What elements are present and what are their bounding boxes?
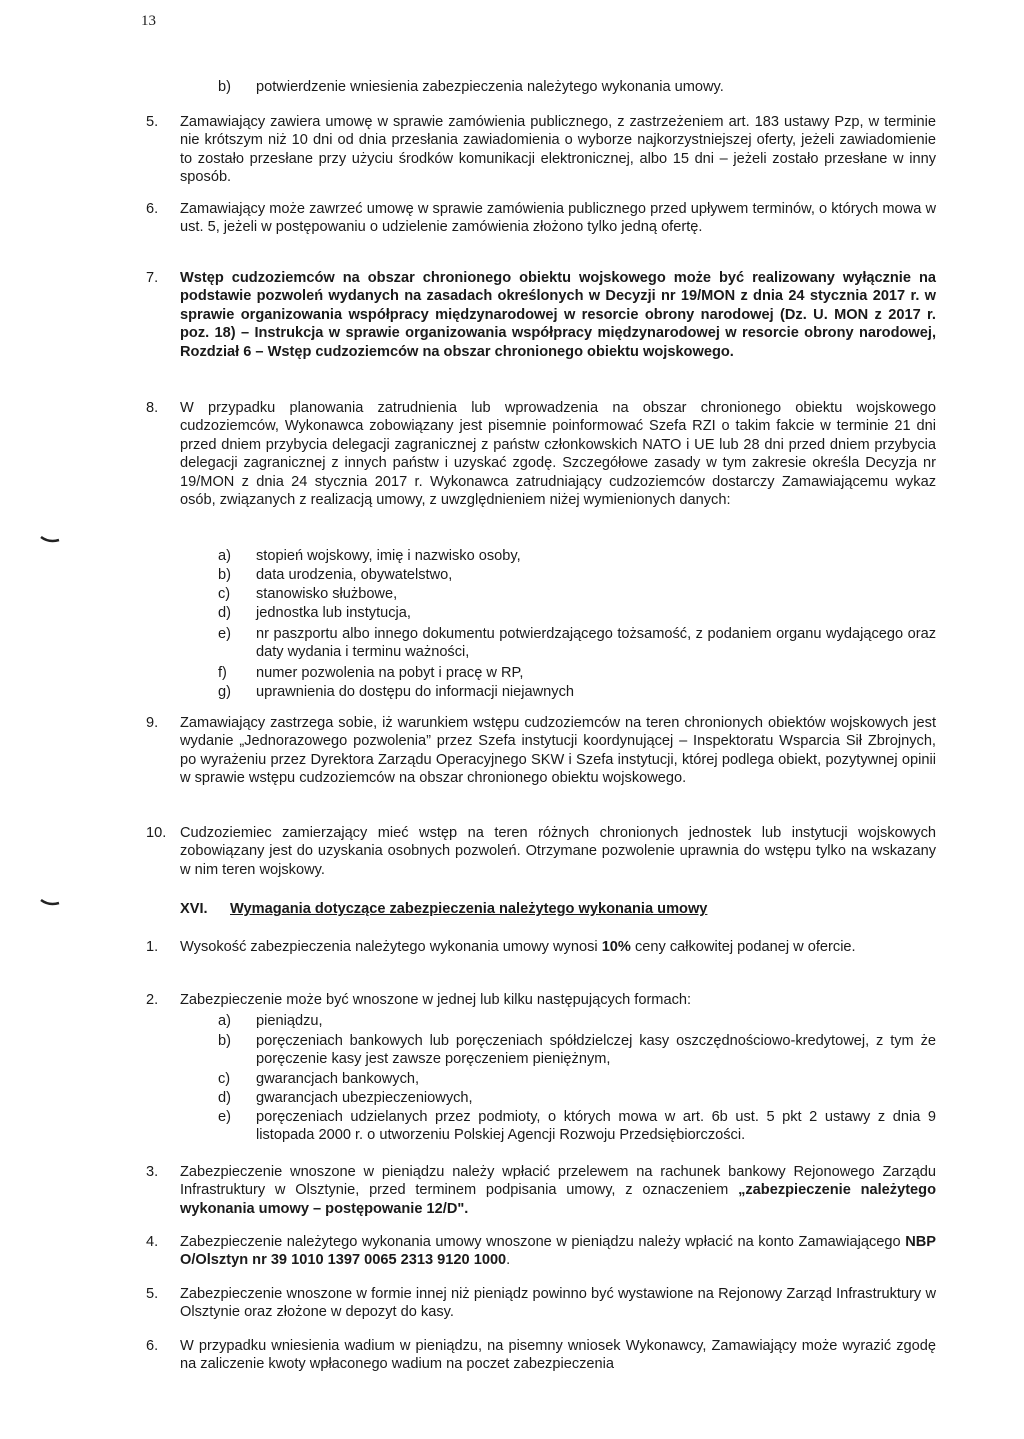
list-letter: a): [218, 548, 231, 564]
list-text: nr paszportu albo innego dokumentu potwierdzającego tożsamość, z podaniem organu wydającego oraz daty wydania i terminu ważności,: [256, 626, 936, 661]
list-letter: c): [218, 586, 231, 602]
list-letter: b): [218, 1033, 231, 1049]
item-text: Zamawiający może zawrzeć umowę w sprawie zamówienia publicznego przed upływem terminów, o których mowa w ust. 5, jeżeli w postępowaniu o udzielenie zamówienia złożono tylko jedną ofertę.: [180, 201, 936, 236]
item-text: W przypadku wniesienia wadium w pieniądzu, na pisemny wniosek Wykonawcy, Zamawiający może wyrazić zgodę na zaliczenie kwoty wpłaconego wadium na poczet zabezpieczenia: [180, 1338, 936, 1373]
bold-text-run: „zabezpieczenie należytego wykonania umowy – postępowanie 12/D".: [180, 1182, 937, 1217]
item-number: 6.: [146, 201, 159, 217]
text-run: ceny całkowitej podanej w ofercie.: [630, 939, 856, 955]
item-number: 4.: [146, 1234, 159, 1250]
item-text: [180, 938, 936, 956]
list-letter: g): [218, 684, 231, 700]
list-letter: e): [218, 626, 231, 642]
list-text: gwarancjach bankowych,: [256, 1071, 420, 1087]
margin-mark-icon: [40, 535, 60, 543]
item-text: Zabezpieczenie może być wnoszone w jednej lub kilku następujących formach:: [180, 992, 692, 1008]
list-text: uprawnienia do dostępu do informacji niejawnych: [256, 684, 575, 700]
list-letter: d): [218, 605, 231, 621]
item-text: Zamawiający zastrzega sobie, iż warunkiem wstępu cudzoziemców na teren chronionych obiektów wojskowych jest wydanie „Jednorazowego pozwolenia” przez Szefa instytucji koordynującej – Inspektoratu Wsparcia Sił Zbrojnych, po wyrażeniu przez Dyrektora Zarządu Operacyjnego SKW i Szefa instytucji, której podlega obiekt, pozytywnej opinii w sprawie wstępu cudzoziemców na obszar chronionego obiektu wojskowego.: [180, 715, 936, 787]
item-text: Zamawiający zawiera umowę w sprawie zamówienia publicznego, z zastrzeżeniem art. 183 ustawy Pzp, w terminie nie krótszym niż 10 dni od dnia przesłania zawiadomienia o wyborze najkorzystniejszej oferty, jeżeli zawiadomienie to zostało przesłane przy użyciu środków komunikacji elektronicznej, albo 15 dni – jeżeli zostało przesłane w inny sposób.: [180, 114, 936, 186]
item-number: 5.: [146, 114, 159, 130]
list-text: data urodzenia, obywatelstwo,: [256, 567, 453, 583]
list-text: pieniądzu,: [256, 1013, 323, 1029]
item-text: Cudzoziemiec zamierzający mieć wstęp na teren różnych chronionych jednostek lub instytucji wojskowych zobowiązany jest do uzyskania osobnych pozwoleń. Otrzymane pozwolenie uprawnia do wstępu tylko na wskazany w nim teren wojskowy.: [180, 825, 936, 878]
list-text: gwarancjach ubezpieczeniowych,: [256, 1090, 473, 1106]
text-run: .: [506, 1252, 511, 1269]
item-text: Zabezpieczenie wnoszone w formie innej niż pieniądz powinno być wystawione na Rejonowy Zarząd Infrastruktury w Olsztynie oraz złożone w depozyt do kasy.: [180, 1286, 936, 1321]
text-run: Zabezpieczenie wnoszone w pieniądzu należy wpłacić przelewem na rachunek bankowy Rejonowego Zarządu Infrastruktury w Olsztynie, przed terminem podpisania umowy, z oznaczeniem: [180, 1164, 936, 1199]
list-text: potwierdzenie wniesienia zabezpieczenia należytego wykonania umowy.: [256, 79, 724, 95]
page-number: 13: [141, 13, 156, 29]
list-text: jednostka lub instytucja,: [256, 605, 411, 621]
section-number: XVI.: [180, 901, 208, 917]
margin-mark-icon: [40, 898, 60, 906]
list-text: poręczeniach bankowych lub poręczeniach spółdzielczej kasy oszczędnościowo-kredytowej, z tym że poręczenie kasy jest zawsze poręczeniem pieniężnym,: [256, 1033, 936, 1068]
list-letter: f): [218, 665, 227, 681]
item-number: 2.: [146, 992, 159, 1008]
list-letter: e): [218, 1109, 231, 1125]
bold-text-run: 10%: [601, 939, 631, 955]
list-text: stopień wojskowy, imię i nazwisko osoby,: [256, 548, 521, 564]
item-text: [180, 1163, 936, 1218]
list-text: stanowisko służbowe,: [256, 586, 398, 602]
text-run: Zabezpieczenie należytego wykonania umowy wnoszone w pieniądzu należy wpłacić na konto Zamawiającego: [180, 1234, 906, 1250]
item-number: 1.: [146, 939, 159, 955]
item-text: [180, 1233, 936, 1270]
item-number: 3.: [146, 1164, 159, 1180]
item-number: 5.: [146, 1286, 159, 1302]
list-letter: a): [218, 1013, 231, 1029]
item-number: 10.: [146, 825, 167, 841]
section-title: Wymagania dotyczące zabezpieczenia należytego wykonania umowy: [230, 901, 708, 917]
item-text: Wstęp cudzoziemców na obszar chronionego obiektu wojskowego może być realizowany wyłącznie na podstawie pozwoleń wydanych na zasadach określonych w Decyzji nr 19/MON z dnia 24 stycznia 2017 r. w sprawie organizowania współpracy międzynarodowej w resorcie obrony narodowej (Dz. U. MON z 2017 r. poz. 18) – Instrukcja w sprawie organizowania współpracy międzynarodowej w resorcie obrony narodowej, Rozdział 6 – Wstęp cudzoziemców na obszar chronionego obiektu wojskowego.: [180, 270, 936, 360]
item-number: 6.: [146, 1338, 159, 1354]
list-letter: d): [218, 1090, 231, 1106]
text-run: Wysokość zabezpieczenia należytego wykonania umowy wynosi: [180, 939, 602, 955]
list-letter: c): [218, 1071, 231, 1087]
list-text: numer pozwolenia na pobyt i pracę w RP,: [256, 665, 524, 681]
list-text: poręczeniach udzielanych przez podmioty, o których mowa w art. 6b ust. 5 pkt 2 ustawy z dnia 9 listopada 2000 r. o utworzeniu Polskiej Agencji Rozwoju Przedsiębiorczości.: [256, 1109, 936, 1144]
list-letter: b): [218, 567, 231, 583]
item-text: W przypadku planowania zatrudnienia lub wprowadzenia na obszar chronionego obiektu wojskowego cudzoziemców, Wykonawca zobowiązany jest pisemnie poinformować Szefa RZI o takim fakcie w terminie 21 dni przed dniem przybycia delegacji zagranicznej z państw członkowskich NATO i UE lub 28 dni przed dniem przybycia delegacji zagranicznej z innych państw i uzyskać zgodę. Szczegółowe zasady w tym zakresie określa Decyzja nr 19/MON z dnia 24 stycznia 2017 r. Wykonawca zatrudniający cudzoziemców dostarczy Zamawiającemu wykaz osób, związanych z realizacją umowy, z uwzględnieniem niżej wymienionych danych:: [180, 400, 936, 509]
item-number: 8.: [146, 400, 159, 416]
list-letter: b): [218, 79, 231, 95]
bold-text-run: NBP O/Olsztyn nr 39 1010 1397 0065 2313 9120 1000: [180, 1234, 936, 1269]
item-number: 7.: [146, 270, 159, 286]
item-number: 9.: [146, 715, 159, 731]
